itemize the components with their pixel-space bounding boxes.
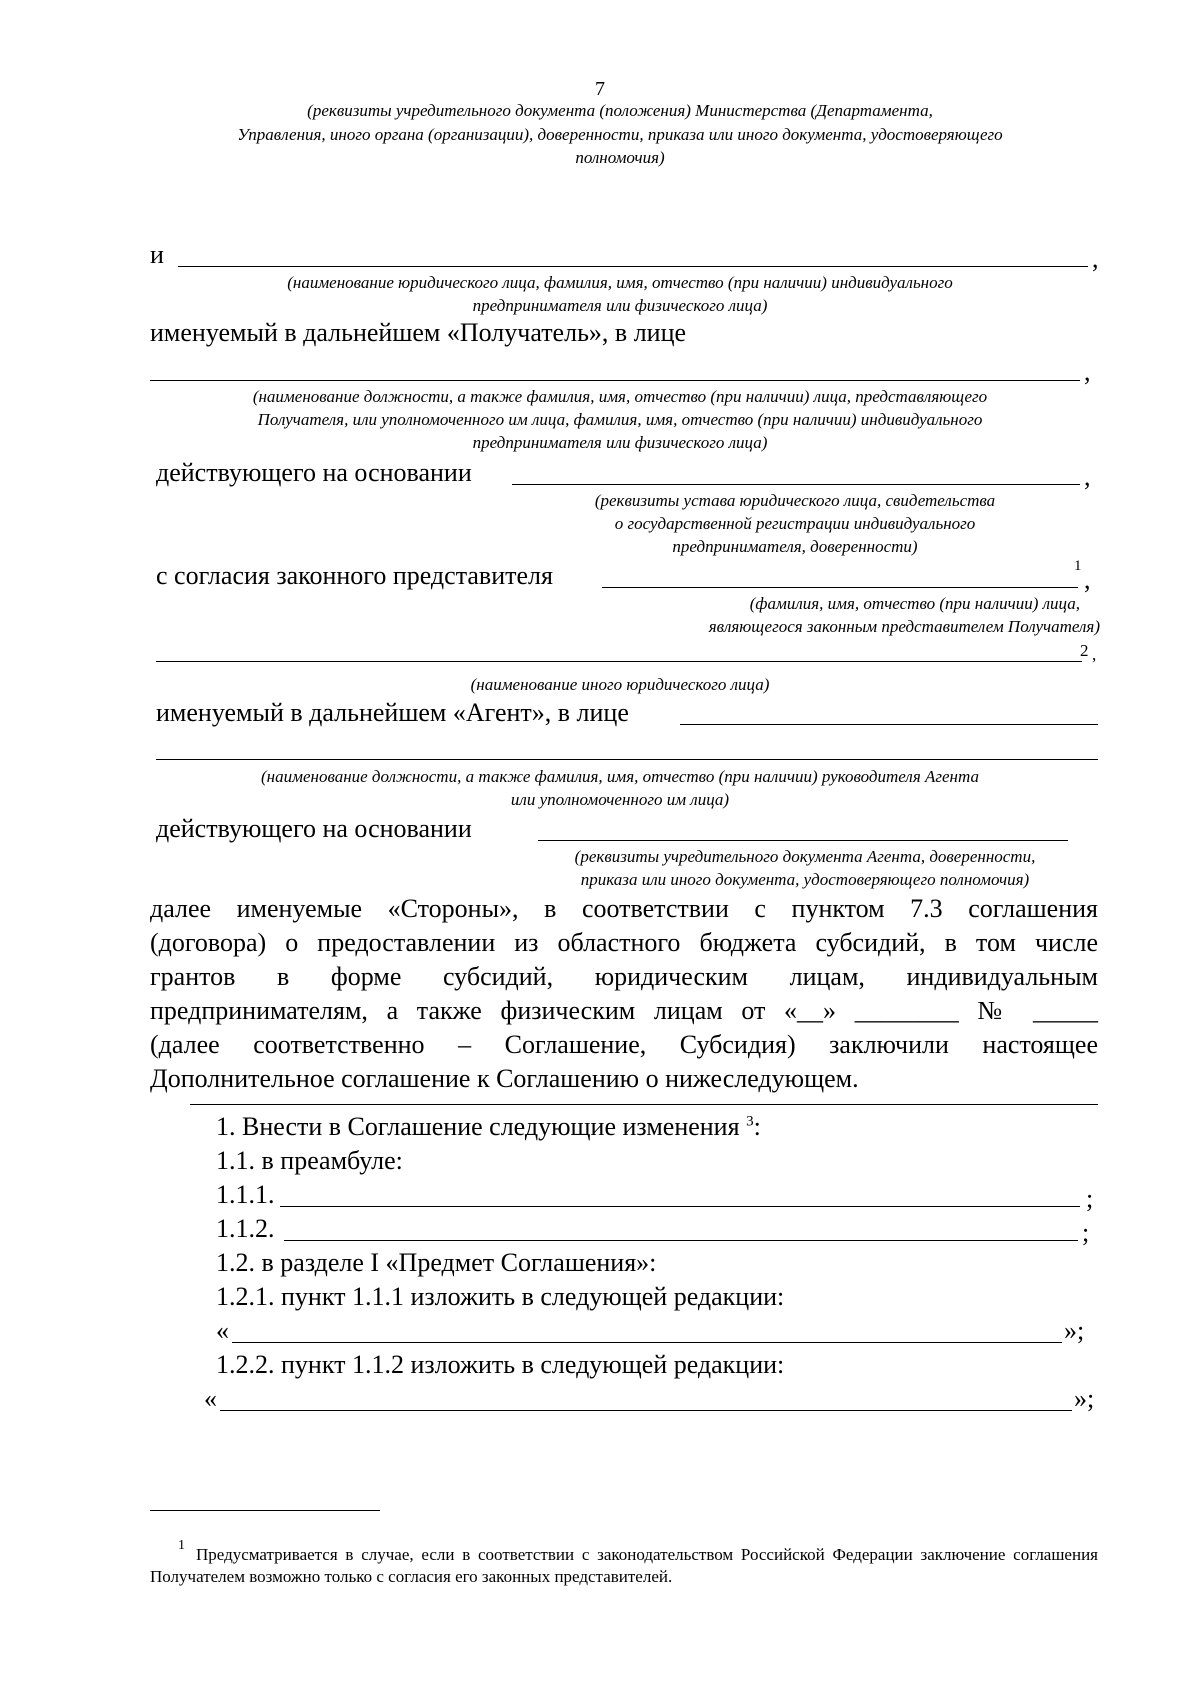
footnote-text: Предусматривается в случае, если в соответствии с законодательством Российской Федерации заключение соглашения Получателем возможно только с согласия его законных представителей. xyxy=(150,1545,1098,1586)
footnote-separator xyxy=(150,1510,380,1511)
comma: , xyxy=(1092,645,1097,664)
basis-field-2[interactable] xyxy=(538,840,1068,841)
item-1-2: 1.2. в разделе I «Предмет Соглашения»: xyxy=(216,1248,657,1277)
caption-top-line-3: полномочия) xyxy=(575,148,665,167)
paragraph-line: (договора) о предоставлении из областного бюджета субсидий, в том числе xyxy=(150,928,1098,957)
footnote-mark-3: 3 xyxy=(746,1113,754,1130)
other-entity-field[interactable] xyxy=(156,661,1082,662)
paragraph-line: далее именуемые «Стороны», в соответствии с пунктом 7.3 соглашения xyxy=(150,894,1098,923)
caption-basis-1-line-1: (реквизиты устава юридического лица, свидетельства xyxy=(594,491,996,510)
comma: , xyxy=(1084,357,1091,386)
named-agent-text: именуемый в дальнейшем «Агент», в лице xyxy=(156,698,629,727)
page-number: 7 xyxy=(595,78,605,100)
caption-basis-1-line-3: предпринимателя, доверенности) xyxy=(672,537,918,556)
separator-line xyxy=(190,1104,1098,1105)
semicolon: ; xyxy=(1086,1184,1094,1213)
main-paragraph xyxy=(150,892,1098,1096)
caption-agent-rep-1: (наименование должности, а также фамилия, имя, отчество (при наличии) руководителя Агента xyxy=(261,767,979,786)
footnote-mark-2: 2 xyxy=(1080,641,1089,660)
paragraph-line: (далее соответственно – Соглашение, Субсидия) заключили настоящее xyxy=(150,1030,1098,1059)
quote-close: »; xyxy=(1064,1316,1085,1345)
caption-basis-2-line-1: (реквизиты учредительного документа Агента, доверенности, xyxy=(574,847,1036,866)
caption-top-line-1: (реквизиты учредительного документа (положения) Министерства (Департамента, xyxy=(307,101,933,120)
paragraph-line: Дополнительное соглашение к Соглашению о нижеследующем. xyxy=(150,1064,859,1093)
comma: , xyxy=(1084,462,1091,491)
recipient-rep-field[interactable] xyxy=(150,380,1080,381)
caption-basis-1-line-2: о государственной регистрации индивидуального xyxy=(614,514,976,533)
acting-basis-text-1: действующего на основании xyxy=(156,458,472,487)
agent-rep-field-2[interactable] xyxy=(156,759,1098,760)
paragraph-line: предпринимателям, а также физическим лицам от «__» ________ № _____ xyxy=(150,996,1098,1025)
item-1-label: 1. Внести в Соглашение следующие изменения xyxy=(216,1112,740,1141)
caption-other-entity: (наименование иного юридического лица) xyxy=(470,675,770,694)
quote-open: « xyxy=(216,1316,229,1345)
acting-basis-text-2: действующего на основании xyxy=(156,814,472,843)
caption-basis-2-line-2: приказа или иного документа, удостоверяющего полномочия) xyxy=(580,870,1030,889)
comma: , xyxy=(1092,244,1099,273)
colon: : xyxy=(753,1112,761,1141)
consent-text: с согласия законного представителя xyxy=(156,561,553,590)
recipient-entity-field[interactable] xyxy=(178,266,1088,267)
caption-recipient-rep-1: (наименование должности, а также фамилия, имя, отчество (при наличии) лица, представляющего xyxy=(252,387,988,406)
basis-field-1[interactable] xyxy=(512,484,1080,485)
item-1-2-1: 1.2.1. пункт 1.1.1 изложить в следующей редакции: xyxy=(216,1282,785,1311)
item-1-1-2: 1.1.2. xyxy=(216,1214,275,1243)
item-1 xyxy=(216,1112,761,1142)
and-word: и xyxy=(150,240,164,269)
semicolon: ; xyxy=(1082,1218,1090,1247)
agent-rep-field-1[interactable] xyxy=(680,724,1098,725)
footnote-number: 1 xyxy=(178,1538,185,1553)
caption-agent-rep-2: или уполномоченного им лица) xyxy=(510,790,730,809)
item-1-1: 1.1. в преамбуле: xyxy=(216,1146,403,1175)
caption-legal-rep-1: (фамилия, имя, отчество (при наличии) лица, xyxy=(749,594,1080,613)
item-1-1-1-field[interactable] xyxy=(280,1206,1080,1207)
footnote-mark-1: 1 xyxy=(1074,558,1082,574)
caption-recipient-entity-2: предпринимателя или физического лица) xyxy=(472,296,768,315)
caption-recipient-rep-2: Получателя, или уполномоченного им лица, фамилия, имя, отчество (при наличии) индивидуального xyxy=(257,410,983,429)
comma: , xyxy=(1084,565,1091,594)
paragraph-line: грантов в форме субсидий, юридическим лицам, индивидуальным xyxy=(150,962,1098,991)
caption-recipient-rep-3: предпринимателя или физического лица) xyxy=(472,433,768,452)
legal-rep-field[interactable] xyxy=(602,587,1078,588)
item-1-2-2: 1.2.2. пункт 1.1.2 изложить в следующей редакции: xyxy=(216,1350,785,1379)
item-1-2-1-field[interactable] xyxy=(232,1342,1062,1343)
caption-legal-rep-2: являющегося законным представителем Получателя) xyxy=(708,617,1100,636)
quote-close: »; xyxy=(1074,1384,1095,1413)
caption-top-line-2: Управления, иного органа (организации), доверенности, приказа или иного документа, удостоверяющего xyxy=(237,125,1003,144)
caption-recipient-entity-1: (наименование юридического лица, фамилия, имя, отчество (при наличии) индивидуального xyxy=(287,273,953,292)
item-1-2-2-field[interactable] xyxy=(220,1410,1072,1411)
named-recipient-text: именуемый в дальнейшем «Получатель», в лице xyxy=(150,318,687,347)
item-1-1-1: 1.1.1. xyxy=(216,1180,275,1209)
item-1-1-2-field[interactable] xyxy=(284,1240,1078,1241)
quote-open: « xyxy=(204,1384,217,1413)
